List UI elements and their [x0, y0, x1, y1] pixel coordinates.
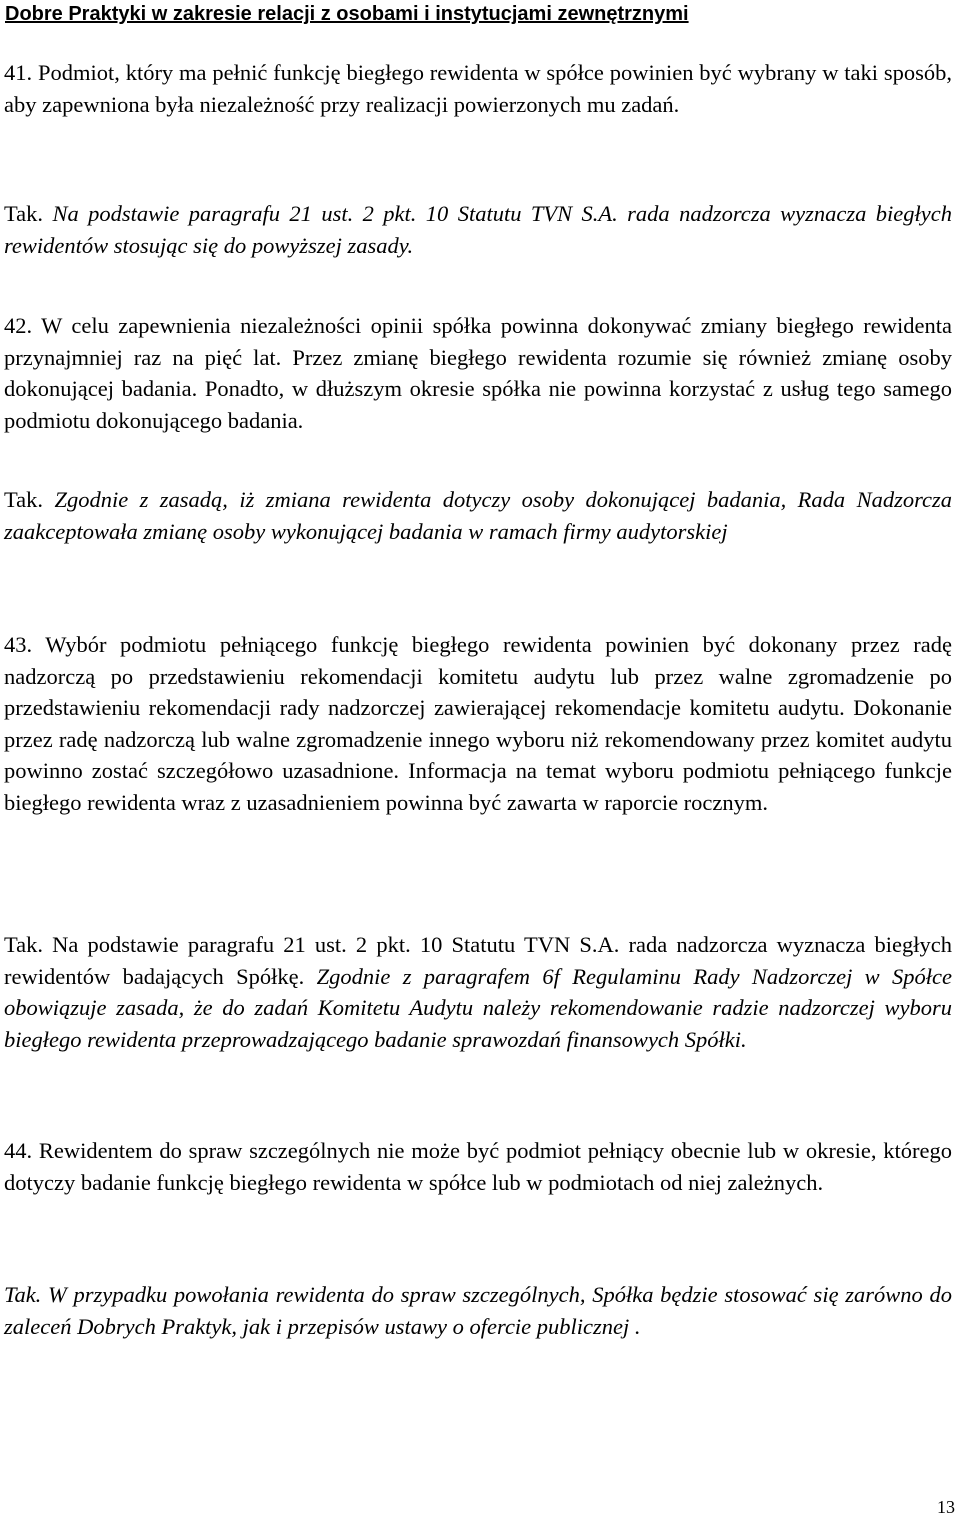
answer-42 — [4, 484, 952, 547]
section-heading: Dobre Praktyki w zakresie relacji z osobami i instytucjami zewnętrznymi — [5, 3, 689, 25]
answer-41 — [4, 198, 952, 261]
question-42: 42. W celu zapewnienia niezależności opinii spółka powinna dokonywać zmiany biegłego rewidenta przynajmniej raz na pięć lat. Przez zmianę biegłego rewidenta rozumie się również zmianę osoby dokonującej badania. Ponadto, w dłuższym okresie spółka nie powinna korzystać z usług tego samego podmiotu dokonującego badania. — [4, 313, 952, 433]
page-number: 13 — [937, 1497, 955, 1517]
answer-text: Zgodnie z zasadą, iż zmiana rewidenta dotyczy osoby dokonującej badania, Rada Nadzorcza zaakceptowała zmianę osoby wykonującej badania w ramach firmy audytorskiej — [4, 487, 953, 544]
answer-text: Zgodnie z paragrafem 6f Regulaminu Rady Nadzorczej w Spółce obowiązuje zasada, że do zadań Komitetu Audytu należy rekomendowanie radzie nadzorczej wyboru biegłego rewidenta przeprowadzającego badanie sprawozdań finansowych Spółki. — [4, 963, 953, 1052]
question-44: 44. Rewidentem do spraw szczególnych nie może być podmiot pełniący obecnie lub w okresie, którego dotyczy badanie funkcję biegłego rewidenta w spółce lub w podmiotach od niej zależnych. — [4, 1138, 952, 1195]
answer-text: Na podstawie paragrafu 21 ust. 2 pkt. 10 Statutu TVN S.A. rada nadzorcza wyznacza biegłych rewidentów stosując się do powyższej zasady. — [4, 201, 952, 258]
answer-lead: Tak. Na podstawie paragrafu 21 ust. 2 pkt. 10 Statutu TVN S.A. rada nadzorcza wyznacza biegłych rewidentów badających Spółkę. — [4, 932, 952, 989]
answer-43 — [4, 929, 952, 1055]
answer-44: Tak. W przypadku powołania rewidenta do spraw szczególnych, Spółka będzie stosować się zarówno do zaleceń Dobrych Praktyk, jak i przepisów ustawy o ofercie publicznej . — [4, 1282, 952, 1339]
answer-label: Tak. — [4, 201, 44, 226]
question-43: 43. Wybór podmiotu pełniącego funkcję biegłego rewidenta powinien być dokonany przez radę nadzorczą po przedstawieniu rekomendacji komitetu audytu lub przez walne zgromadzenie po przedstawieniu rekomendacji rady nadzorczej zawierającej rekomendacje komitetu audytu. Dokonanie przez radę nadzorczą lub walne zgromadzenie innego wyboru niż rekomendowany przez komitet audytu powinno zostać szczegółowo uzasadnione. Informacja na temat wyboru podmiotu pełniącego funkcje biegłego rewidenta wraz z uzasadnieniem powinna być zawarta w raporcie rocznym. — [4, 632, 952, 815]
answer-label: Tak. — [4, 487, 44, 512]
question-41: 41. Podmiot, który ma pełnić funkcję biegłego rewidenta w spółce powinien być wybrany w taki sposób, aby zapewniona była niezależność przy realizacji powierzonych mu zadań. — [4, 60, 952, 117]
